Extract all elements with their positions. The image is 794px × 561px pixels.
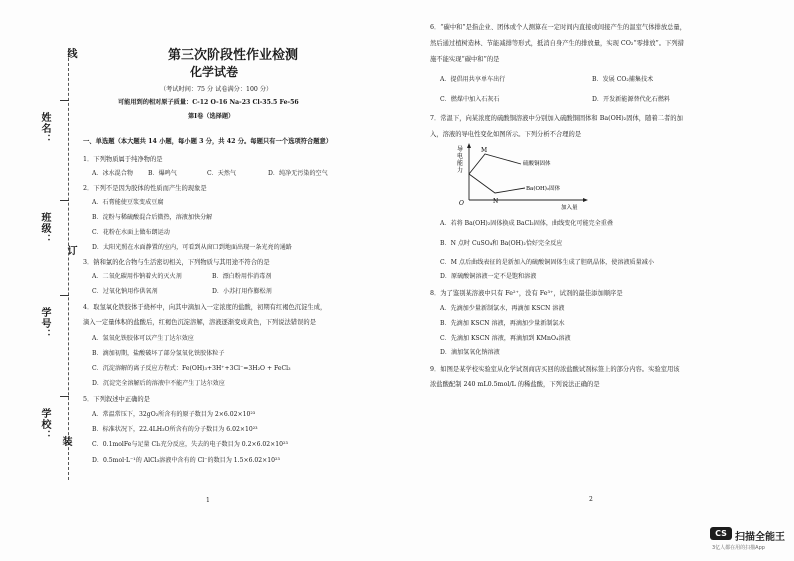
q8-option-a: A．先滴加少量新制氯水，再滴加 KSCN 溶液 [440, 305, 565, 312]
graph-ylabel-4: 力 [457, 167, 464, 174]
q6-option-c: C．燃煤中加入石灰石 [440, 96, 500, 103]
graph-ylabel-2: 电 [457, 153, 464, 160]
q4-option-a: A．氢氧化铁胶体可以产生丁达尔效应 [92, 335, 194, 342]
binding-underline [60, 396, 69, 397]
q4-stem-line2: 滴入一定量体积的盐酸后，红褐色沉淀溶解，溶液逐渐变成黄色，下列说法错误的是 [83, 319, 316, 326]
q4-option-d: D．沉淀完全溶解后的溶液中不能产生丁达尔效应 [92, 380, 225, 387]
q2-option-b: B．淀粉与稀硫酸混合后微热，溶液加快分解 [92, 214, 213, 221]
q2-option-a: A．石膏能使豆浆变成豆腐 [92, 199, 164, 206]
q1-stem: 1．下列物质属于纯净物的是 [83, 156, 163, 163]
point-n-label: N [493, 198, 499, 205]
q5-option-b: B．标准状况下，22.4LH₂O所含有的分子数目为 6.02×10²³ [92, 426, 258, 433]
q4-option-c: C．沉淀溶解的离子反应方程式：Fe(OH)₃+3H⁺+3Cl⁻=3H₂O + FeCl₃ [92, 365, 291, 372]
q1-option-a: A．冰水混合物 [92, 170, 133, 177]
conductivity-graph [455, 142, 595, 210]
q2-stem: 2．下列不是因为胶体的性质而产生的现象是 [83, 185, 207, 192]
binding-mark-order: 订 [65, 245, 76, 256]
q2-option-d: D．太阳光照在水面静置的室内，可看到从窗口到地面出现一条光亮的通路 [92, 244, 292, 251]
graph-ylabel-3: 能 [457, 160, 464, 167]
curve-label-copper-sulfate: 硫酸铜固体 [523, 161, 551, 167]
q6-option-a: A．提倡用共享单车出行 [440, 76, 506, 83]
binding-underline [60, 100, 69, 101]
part-heading: 第Ⅰ卷（选择题） [188, 113, 235, 120]
q7-option-a: A．若将 Ba(OH)₂固体换成 BaCl₂固体，曲线变化可能完全重叠 [440, 220, 613, 227]
section-heading: 一、单选题（本大题共 14 小题，每小题 3 分，共 42 分。每题只有一个选项符合题意） [83, 138, 333, 145]
graph-x-arrow [583, 198, 588, 202]
q6-stem-line2: 然后通过植树造林、节能减排等形式，抵消自身产生的排放量，实现 CO₂“零排放”。下列措 [430, 40, 684, 47]
point-m-label: M [481, 147, 488, 154]
binding-mark-line: 线 [65, 48, 76, 59]
q4-option-b: B．滴加初期，盐酸破坏了部分氢氧化铁胶体粒子 [92, 350, 225, 357]
q8-option-c: C．先滴加 KSCN 溶液，再滴加到 KMnO₄溶液 [440, 335, 571, 342]
q9-stem-line2: 浓盐酸配制 240 mL0.5mol/L 的稀盐酸，下列说法正确的是 [430, 381, 600, 388]
scanner-app-name: 扫描全能王 [735, 532, 785, 543]
page-number-2: 2 [589, 496, 593, 503]
q8-option-d: D．滴加氢氧化钠溶液 [440, 349, 500, 356]
binding-mark-seal: 装 [60, 436, 71, 447]
q2-option-c: C．花粉在水面上做布朗运动 [92, 229, 170, 236]
q8-stem: 8．为了鉴别某溶液中只有 Fe²⁺，没有 Fe³⁺，试剂的最佳添加顺序是 [430, 290, 623, 297]
graph-y-arrow [467, 143, 471, 148]
exam-subtitle: 化学试卷 [190, 65, 239, 79]
q7-stem-line1: 7．常温下，向某浓度的硫酸铜溶液中分别加入硫酸铜固体和 Ba(OH)₂固体，随着二者的加 [430, 115, 683, 122]
school-label: 学校： [39, 408, 50, 441]
q3-option-d: D．小苏打用作膨松剂 [212, 288, 272, 295]
curve-barium-hydroxide [469, 174, 525, 193]
binding-underline [60, 295, 69, 296]
exam-title: 第三次阶段性作业检测 [168, 48, 299, 63]
atomic-masses: 可能用到的相对原子质量：C-12 O-16 Na-23 Cl-35.5 Fe-56 [118, 99, 299, 106]
q6-option-b: B．发展 CO₂捕集技术 [592, 76, 654, 83]
q7-option-c: C．M 点后曲线表征的是新加入的硫酸铜固体生成了胆矾晶体，使溶液质量减小 [440, 259, 654, 266]
q7-stem-line2: 入，溶液的导电性变化如图所示。下列分析不合理的是 [430, 131, 582, 138]
q5-option-d: D．0.5mol·L⁻¹的 AlCl₃溶液中含有的 Cl⁻的数目为 1.5×6.02×10²³ [92, 457, 280, 464]
exam-info: （考试时间：75 分 试卷满分：100 分） [160, 86, 273, 93]
q7-option-d: D．原硫酸铜溶液一定不是饱和溶液 [440, 273, 537, 280]
q6-stem-line1: 6．“碳中和”是指企业、团体或个人测算在一定时间内直接或间接产生的温室气体排放总量， [430, 24, 687, 31]
q3-option-c: C．过氧化钠用作供氧剂 [92, 288, 158, 295]
curve-copper-sulfate [469, 154, 521, 174]
q1-option-b: B．爆鸣气 [148, 170, 177, 177]
curve-label-barium-hydroxide: Ba(OH)₂固体 [526, 186, 561, 192]
q6-option-d: D．开发新能源替代化石燃料 [592, 96, 671, 103]
origin-label: O [459, 200, 464, 207]
class-label: 班级： [39, 212, 50, 245]
q8-option-b: B．先滴加 KSCN 溶液，再滴加少量新制氯水 [440, 320, 565, 327]
graph-xlabel: 加入量 [561, 205, 578, 210]
q5-option-a: A．常温常压下，32gO₂所含有的原子数目为 2×6.02×10²³ [92, 411, 256, 418]
binding-underline [60, 200, 69, 201]
q3-option-b: B．漂白粉用作消毒剂 [212, 273, 272, 280]
scanner-logo: CS [710, 527, 732, 540]
graph-ylabel-1: 导 [457, 146, 464, 153]
q5-stem: 5．下列叙述中正确的是 [83, 396, 150, 403]
q7-option-b: B．N 点时 CuSO₄和 Ba(OH)₂恰好完全反应 [440, 240, 563, 247]
q1-option-c: C．天然气 [207, 170, 237, 177]
q3-stem: 3．钠和氯的化合物与生活密切相关，下列物质与其用途不符合的是 [83, 259, 270, 266]
name-label: 姓名： [39, 112, 50, 145]
page-number-1: 1 [206, 497, 210, 504]
student-id-label: 学号： [39, 307, 50, 340]
q6-stem-line3: 施不能实现“碳中和”的是 [430, 56, 500, 63]
binding-dashed-line [68, 48, 69, 480]
q5-option-c: C．0.1molFe与足量 Cl₂充分反应，失去的电子数目为 0.2×6.02×10²³ [92, 441, 288, 448]
q4-stem-line1: 4．取氢氧化铁胶体于烧杯中，向其中滴加入一定浓度的盐酸，初期有红褐色沉淀生成， [83, 304, 327, 311]
q3-option-a: A．二氧化碳用作钠着火的灭火剂 [92, 273, 182, 280]
q1-option-d: D．纯净无污染的空气 [268, 170, 328, 177]
scanner-tagline: 3亿人都在用的扫描App [712, 545, 765, 551]
q9-stem-line1: 9．如图是某学校实验室从化学试剂商店买回的浓盐酸试剂标签上的部分内容。实验室用该 [430, 366, 680, 373]
